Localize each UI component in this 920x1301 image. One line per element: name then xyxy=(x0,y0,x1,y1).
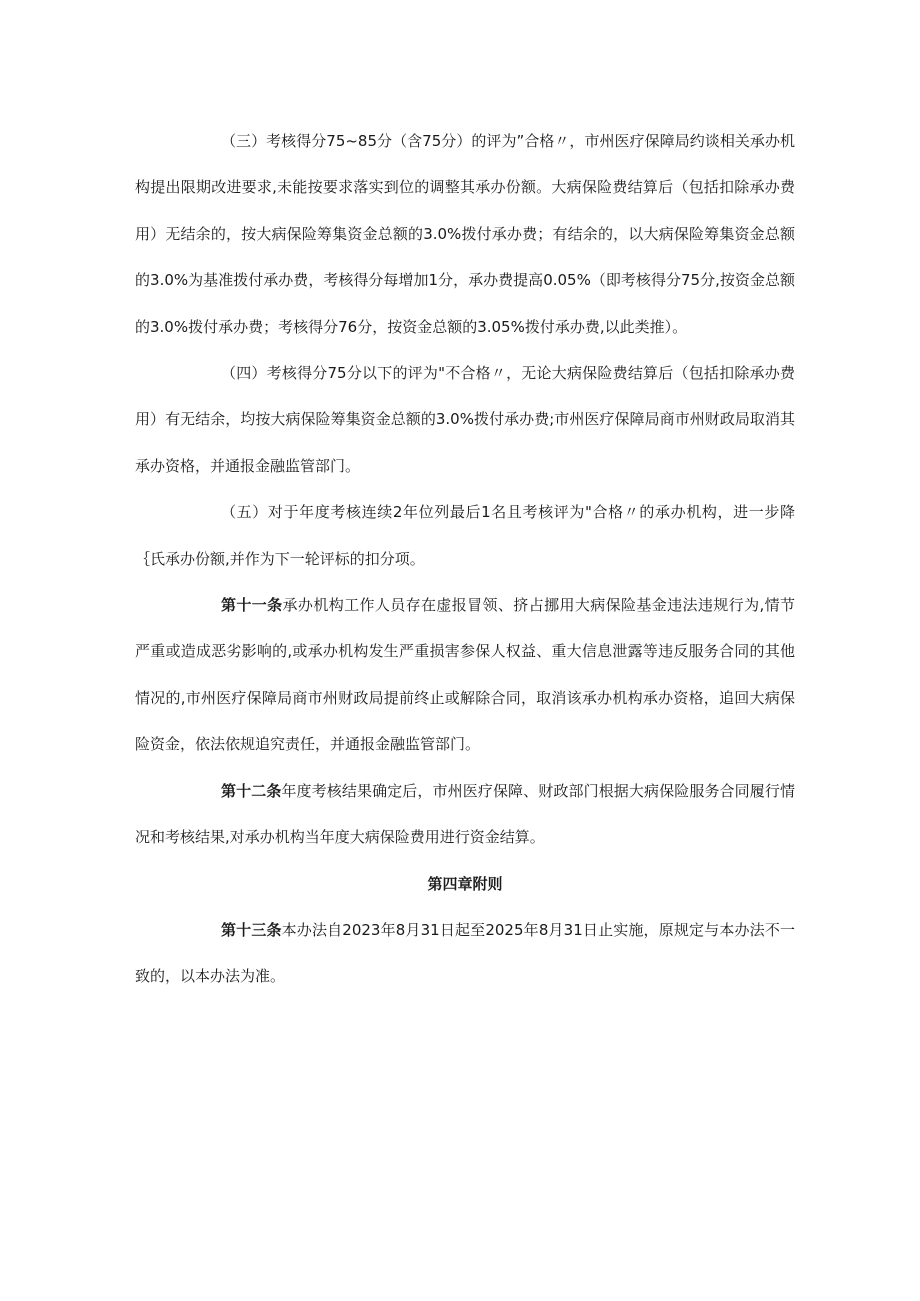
paragraph-article-13 xyxy=(135,907,795,1000)
article-number: 第十二条 xyxy=(221,781,282,800)
document-body xyxy=(135,118,795,1000)
paragraph-text: （四）考核得分75分以下的评为"不合格〃，无论大病保险费结算后（包括扣除承办费用）有无结余，均按大病保险筹集资金总额的3.0%拨付承办费;市州医疗保障局商市州财政局取消其承办资格，并通报金融监管部门。 xyxy=(135,364,795,475)
paragraph-item-3 xyxy=(135,118,795,350)
paragraph-text: （三）考核得分75~85分（含75分）的评为”合格〃，市州医疗保障局约谈相关承办机构提出限期改进要求,未能按要求落实到位的调整其承办份额。大病保险费结算后（包括扣除承办费用）无结余的，按大病保险筹集资金总额的3.0%拨付承办费；有结余的，以大病保险筹集资金总额的3.0%为基准拨付承办费，考核得分每增加1分，承办费提高0.05%（即考核得分75分,按资金总额的3.0%拨付承办费；考核得分76分，按资金总额的3.05%拨付承办费,以此类推）。 xyxy=(135,132,795,336)
paragraph-item-5 xyxy=(135,489,795,582)
paragraph-text: 本办法自2023年8月31日起至2025年8月31日止实施，原规定与本办法不一致的，以本办法为准。 xyxy=(135,920,795,986)
paragraph-article-12 xyxy=(135,768,795,861)
paragraph-article-11 xyxy=(135,582,795,768)
paragraph-item-4 xyxy=(135,350,795,489)
paragraph-text: 年度考核结果确定后，市州医疗保障、财政部门根据大病保险服务合同履行情况和考核结果,对承办机构当年度大病保险费用进行资金结算。 xyxy=(135,781,795,847)
chapter-heading: 第四章附则 xyxy=(427,874,503,893)
paragraph-text: 承办机构工作人员存在虚报冒领、挤占挪用大病保险基金违法违规行为,情节严重或造成恶劣影响的,或承办机构发生严重损害参保人权益、重大信息泄露等违反服务合同的其他情况的,市州医疗保障局商市州财政局提前终止或解除合同，取消该承办机构承办资格，追回大病保险资金，依法依规追究责任，并通报金融监管部门。 xyxy=(135,596,795,754)
article-number: 第十三条 xyxy=(221,920,282,939)
paragraph-text: （五）对于年度考核连续2年位列最后1名且考核评为"合格〃的承办机构，进一步降｛氏承办份额,并作为下一轮评标的扣分项。 xyxy=(135,503,795,568)
article-number: 第十一条 xyxy=(221,596,283,615)
